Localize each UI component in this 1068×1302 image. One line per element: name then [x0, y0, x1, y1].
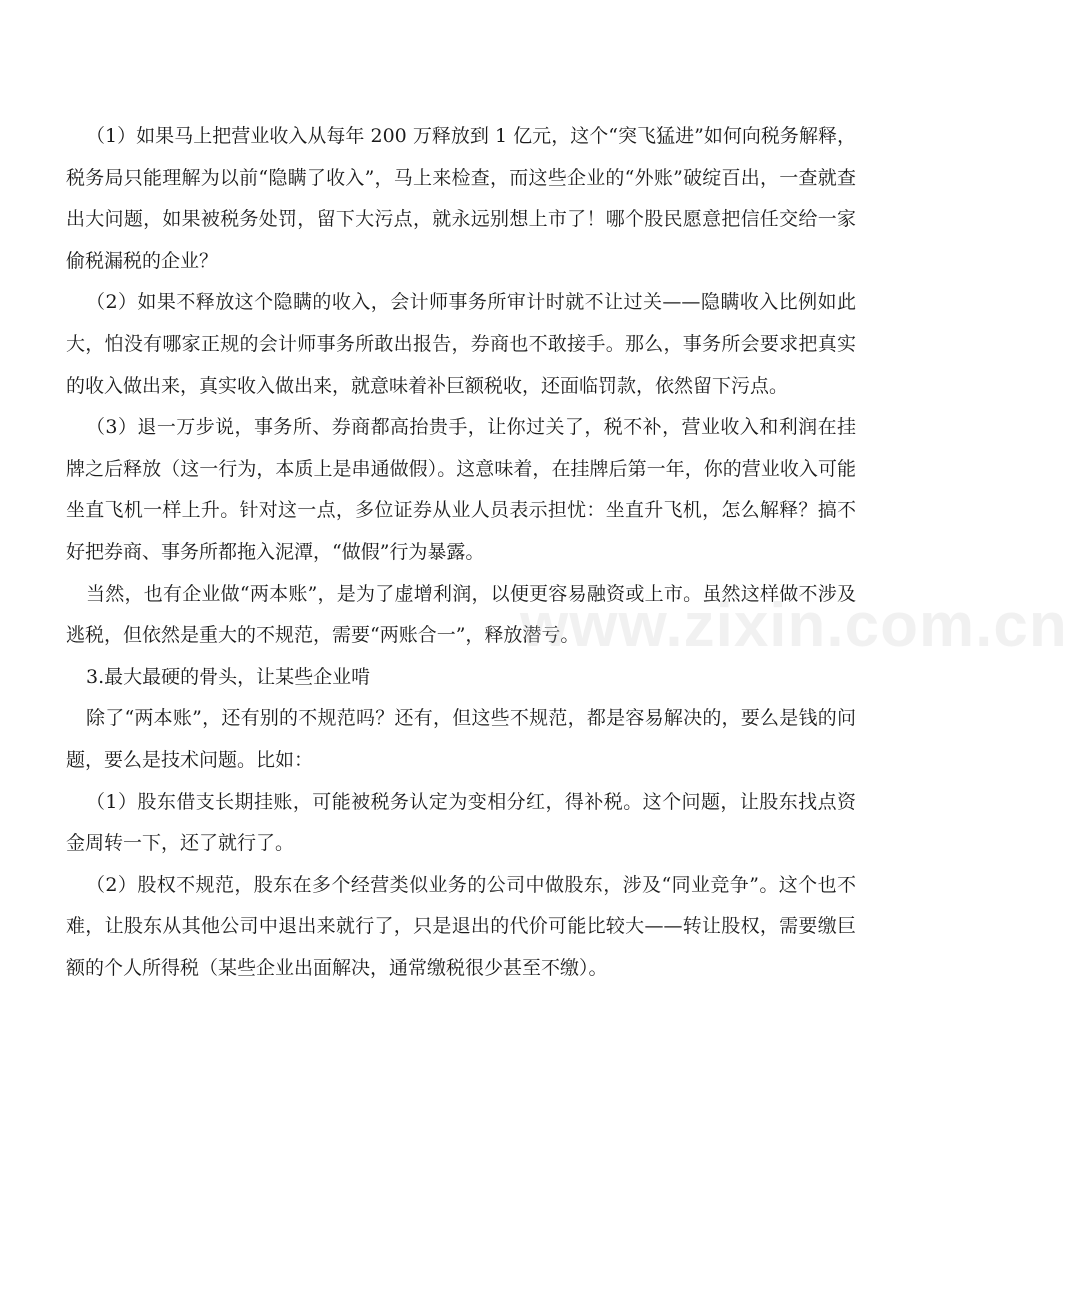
paragraph-7: （2）股权不规范，股东在多个经营类似业务的公司中做股东，涉及“同业竞争”。这个也不难，让股东从其他公司中退出来就行了，只是退出的代价可能比较大——转让股权，需要缴巨额的个人所得税（某些企业出面解决，通常缴税很少甚至不缴）。: [66, 873, 856, 979]
paragraph-3: （3）退一万步说，事务所、券商都高抬贵手，让你过关了，税不补，营业收入和利润在挂牌之后释放（这一行为，本质上是串通做假）。这意味着，在挂牌后第一年，你的营业收入可能坐直飞机一样上升。针对这一点，多位证券从业人员表示担忧：坐直升飞机，怎么解释？搞不好把券商、事务所都拖入泥潭，“做假”行为暴露。: [66, 416, 856, 563]
paragraph-1: （1）如果马上把营业收入从每年 200 万释放到 1 亿元，这个“突飞猛进”如何向税务解释，税务局只能理解为以前“隐瞒了收入”，马上来检查，而这些企业的“外账”破绽百出，一查就查出大问题，如果被税务处罚，留下大污点，就永远别想上市了！哪个股民愿意把信任交给一家偷税漏税的企业？: [66, 125, 856, 272]
section-heading: 3.最大最硬的骨头，让某些企业啃: [86, 665, 371, 688]
watermark: www.zixin.com.cn: [520, 591, 1068, 660]
paragraph-6: （1）股东借支长期挂账，可能被税务认定为变相分红，得补税。这个问题，让股东找点资金周转一下，还了就行了。: [66, 790, 856, 855]
paragraph-5: 除了“两本账”，还有别的不规范吗？还有，但这些不规范，都是容易解决的，要么是钱的问题，要么是技术问题。比如：: [66, 707, 856, 771]
document-body: [66, 116, 856, 989]
paragraph-2: （2）如果不释放这个隐瞒的收入，会计师事务所审计时就不让过关——隐瞒收入比例如此大，怕没有哪家正规的会计师事务所敢出报告，券商也不敢接手。那么，事务所会要求把真实的收入做出来，真实收入做出来，就意味着补巨额税收，还面临罚款，依然留下污点。: [66, 291, 856, 397]
paragraph-4: 当然，也有企业做“两本账”，是为了虚增利润，以便更容易融资或上市。虽然这样做不涉及逃税，但依然是重大的不规范，需要“两账合一”，释放潜亏。: [66, 582, 856, 647]
